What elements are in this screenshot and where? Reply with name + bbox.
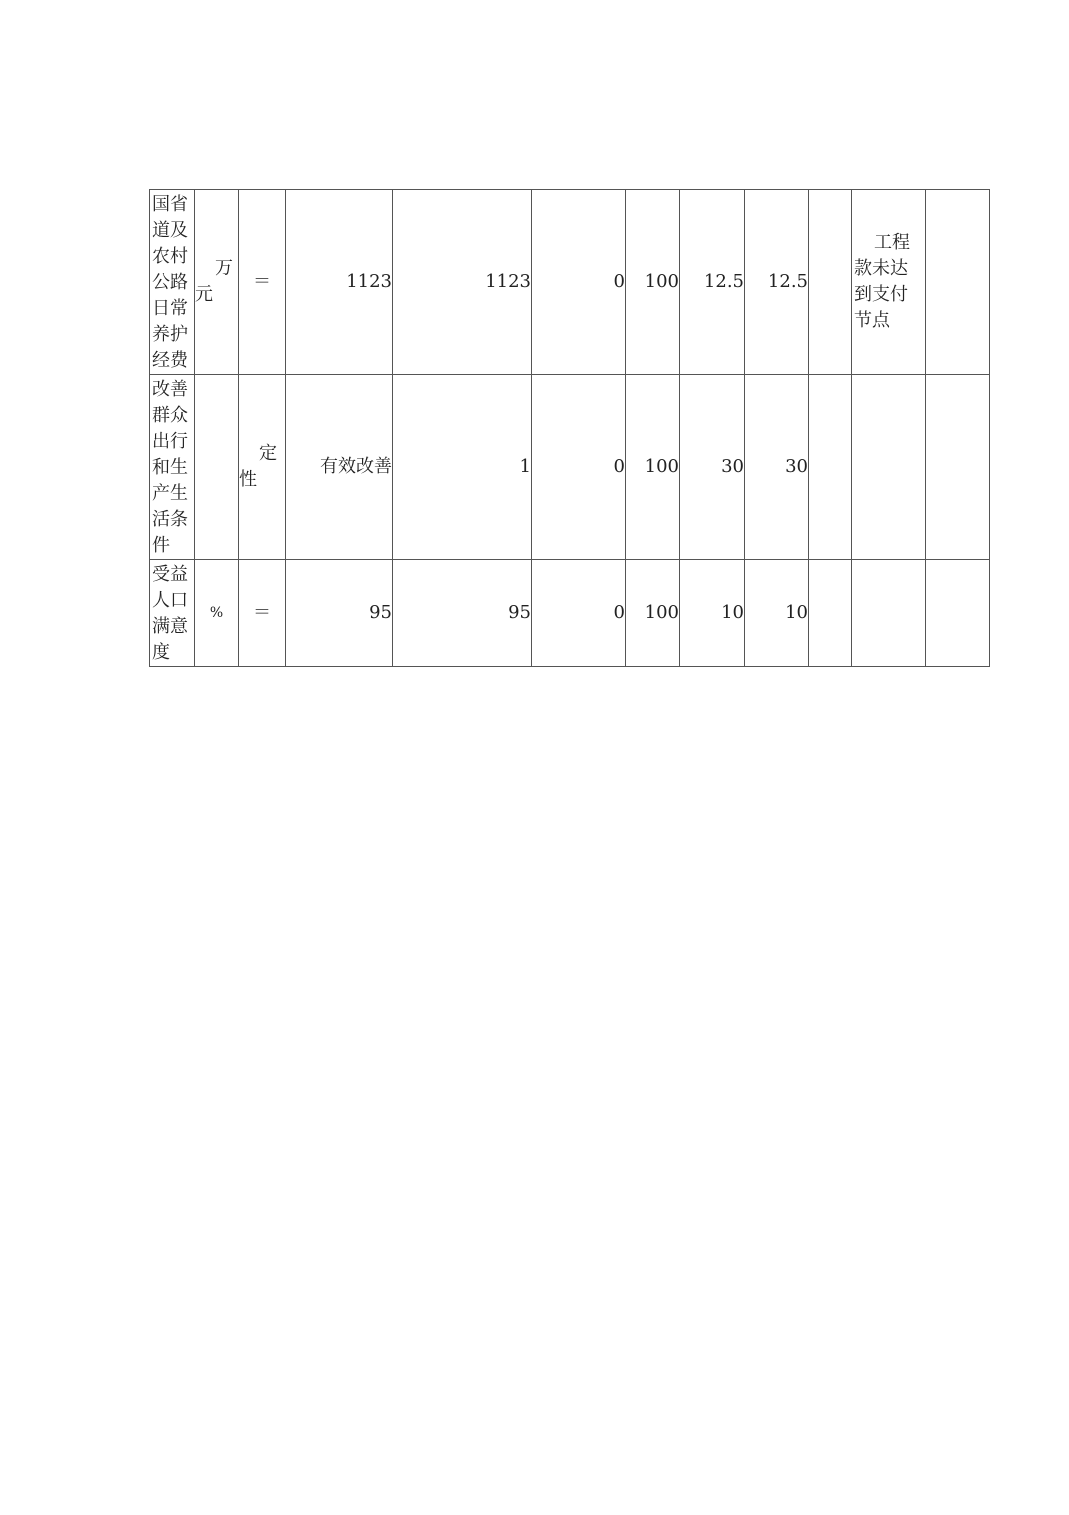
- completion-rate: 100: [644, 271, 679, 292]
- operator-text: 定性: [239, 443, 277, 490]
- completion-rate-cell: [626, 560, 680, 667]
- indicator-name: 改善群众出行和生产生活条件: [152, 379, 188, 556]
- note-cell: [852, 190, 926, 375]
- unit-text: 万元: [195, 258, 233, 305]
- deviation-value: 0: [613, 602, 625, 623]
- actual-value-cell: [393, 560, 532, 667]
- deviation-cell: [532, 375, 626, 560]
- blank-cell: [809, 375, 852, 560]
- operator-cell: [239, 560, 286, 667]
- deviation-value: 0: [613, 456, 625, 477]
- actual-value: 1123: [485, 271, 531, 292]
- completion-rate-cell: [626, 375, 680, 560]
- score-cell: [745, 375, 809, 560]
- target-value-cell: [286, 190, 393, 375]
- actual-value: 1: [519, 456, 531, 477]
- blank-cell: [809, 190, 852, 375]
- target-value: 有效改善: [320, 456, 392, 477]
- target-value: 95: [369, 602, 392, 623]
- unit-cell: [195, 190, 239, 375]
- table-row: [150, 190, 990, 375]
- score-value: 30: [785, 456, 808, 477]
- weight-cell: [680, 375, 745, 560]
- weight-cell: [680, 560, 745, 667]
- actual-value: 95: [508, 602, 531, 623]
- unit-cell: [195, 375, 239, 560]
- blank-cell: [809, 560, 852, 667]
- table-row: [150, 560, 990, 667]
- score-value: 12.5: [767, 271, 808, 292]
- indicator-name-cell: [150, 375, 195, 560]
- weight-value: 30: [721, 456, 744, 477]
- weight-cell: [680, 190, 745, 375]
- target-value: 1123: [346, 271, 392, 292]
- performance-indicator-table: [149, 189, 990, 667]
- weight-value: 12.5: [703, 271, 744, 292]
- extra-cell: [926, 375, 990, 560]
- completion-rate-cell: [626, 190, 680, 375]
- target-value-cell: [286, 375, 393, 560]
- operator-text: ＝: [253, 602, 271, 623]
- score-value: 10: [785, 602, 808, 623]
- deviation-value: 0: [613, 271, 625, 292]
- completion-rate: 100: [644, 602, 679, 623]
- operator-cell: [239, 375, 286, 560]
- note-text: 工程款未达到支付节点: [854, 232, 910, 331]
- deviation-cell: [532, 190, 626, 375]
- completion-rate: 100: [644, 456, 679, 477]
- note-cell: [852, 375, 926, 560]
- operator-cell: [239, 190, 286, 375]
- deviation-cell: [532, 560, 626, 667]
- indicator-name-cell: [150, 560, 195, 667]
- extra-cell: [926, 190, 990, 375]
- score-cell: [745, 190, 809, 375]
- indicator-name: 国省道及农村公路日常养护经费: [152, 194, 188, 371]
- unit-text: %: [209, 605, 224, 621]
- table-row: [150, 375, 990, 560]
- actual-value-cell: [393, 190, 532, 375]
- note-cell: [852, 560, 926, 667]
- indicator-name-cell: [150, 190, 195, 375]
- extra-cell: [926, 560, 990, 667]
- score-cell: [745, 560, 809, 667]
- unit-cell: [195, 560, 239, 667]
- indicator-name: 受益人口满意度: [152, 564, 188, 663]
- target-value-cell: [286, 560, 393, 667]
- weight-value: 10: [721, 602, 744, 623]
- actual-value-cell: [393, 375, 532, 560]
- operator-text: ＝: [253, 271, 271, 292]
